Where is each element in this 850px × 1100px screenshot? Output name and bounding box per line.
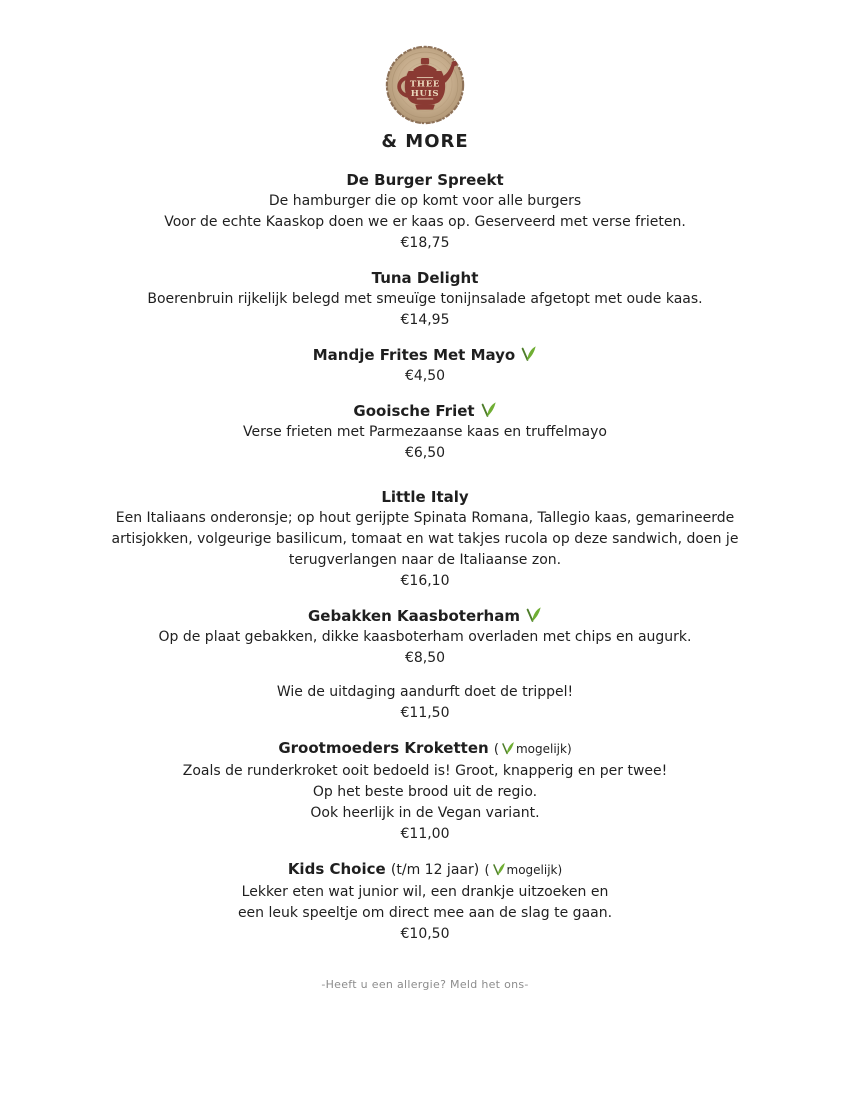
menu-item-name: De Burger Spreekt	[346, 171, 504, 189]
menu-item-price: €6,50	[404, 445, 446, 461]
menu-item-burger	[30, 169, 820, 254]
menu-item-description: Lekker eten wat junior wil, een drankje uitzoeken en	[241, 884, 609, 900]
menu-item-description: Op het beste brood uit de regio.	[312, 784, 538, 800]
veg-note-label: mogelijk)	[515, 742, 572, 756]
menu-item-description: Zoals de runderkroket ooit bedoeld is! Groot, knapperig en per twee!	[182, 763, 668, 779]
menu-item-price: €11,50	[400, 705, 450, 721]
page-title: & MORE	[381, 131, 469, 152]
menu-item-name: Tuna Delight	[371, 269, 479, 287]
vegetarian-icon	[519, 345, 537, 363]
menu-item-price: €4,50	[404, 368, 446, 384]
menu-item-description: Een Italiaans onderonsje; op hout gerijpte Spinata Romana, Tallegio kaas, gemarineerde	[115, 510, 735, 526]
teapot-label-text	[410, 77, 440, 99]
menu-item-description: artisjokken, volgeurige basilicum, tomaat en wat takjes rucola op deze sandwich, doen je	[111, 531, 739, 547]
menu-item-description: Wie de uitdaging aandurft doet de trippel!	[276, 684, 574, 700]
veg-note-label: mogelijk)	[506, 863, 563, 877]
menu-item-name: Gooische Friet	[30, 400, 820, 422]
menu-item-price: €14,95	[400, 312, 450, 328]
menu-item-price: €16,10	[400, 573, 450, 589]
menu-item-gooische-friet	[30, 400, 820, 464]
vegetarian-icon	[479, 401, 497, 419]
menu-item-description: Verse frieten met Parmezaanse kaas en truffelmayo	[243, 424, 607, 440]
menu-item-description: Voor de echte Kaaskop doen we er kaas op. Geserveerd met verse frieten.	[164, 214, 686, 230]
vegetarian-icon	[524, 606, 542, 624]
menu-item-name: Kids Choice (t/m 12 jaar) ( mogelijk)	[287, 860, 563, 878]
menu-item-description: Boerenbruin rijkelijk belegd met smeuïge tonijnsalade afgetopt met oude kaas.	[147, 291, 703, 307]
logo-container	[30, 44, 820, 128]
menu-item-kroketten	[30, 737, 820, 845]
menu-item-name: Grootmoeders Kroketten ( mogelijk)	[278, 739, 572, 757]
thee-huis-logo	[384, 44, 466, 126]
menu-item-name: Mandje Frites Met Mayo	[30, 344, 820, 366]
vegetarian-icon	[500, 741, 515, 756]
menu-item-description: een leuk speeltje om direct mee aan de slag te gaan.	[237, 905, 613, 921]
veg-note-open: (	[484, 863, 490, 878]
menu-item-price: €11,00	[400, 826, 450, 842]
allergy-note: -Heeft u een allergie? Meld het ons-	[321, 978, 529, 991]
menu-page	[30, 0, 820, 991]
menu-item-frites	[30, 344, 820, 387]
menu-item-price: €8,50	[404, 650, 446, 666]
vegetarian-icon	[491, 862, 506, 877]
menu-item-kaasboterham	[30, 605, 820, 669]
menu-item-kids-choice	[30, 858, 820, 945]
veg-note-open: (	[493, 742, 499, 757]
menu-item-name: Gebakken Kaasboterham	[30, 605, 820, 627]
menu-item-little-italy	[30, 486, 820, 592]
menu-item-price: €10,50	[400, 926, 450, 942]
menu-item-description: Ook heerlijk in de Vegan variant.	[310, 805, 540, 821]
menu-item-price: €18,75	[400, 235, 450, 251]
svg-text:HUIS: HUIS	[410, 89, 440, 100]
menu-item-name-suffix: (t/m 12 jaar)	[390, 862, 480, 878]
svg-text:THEE: THEE	[409, 79, 441, 90]
menu-item-description: Op de plaat gebakken, dikke kaasboterham overladen met chips en augurk.	[158, 629, 692, 645]
menu-item-description: terugverlangen naar de Italiaanse zon.	[288, 552, 562, 568]
menu-item-tuna	[30, 267, 820, 331]
menu-item-name: Little Italy	[381, 488, 469, 506]
menu-item-description: De hamburger die op komt voor alle burgers	[268, 193, 582, 209]
menu-item-trippel	[30, 682, 820, 724]
